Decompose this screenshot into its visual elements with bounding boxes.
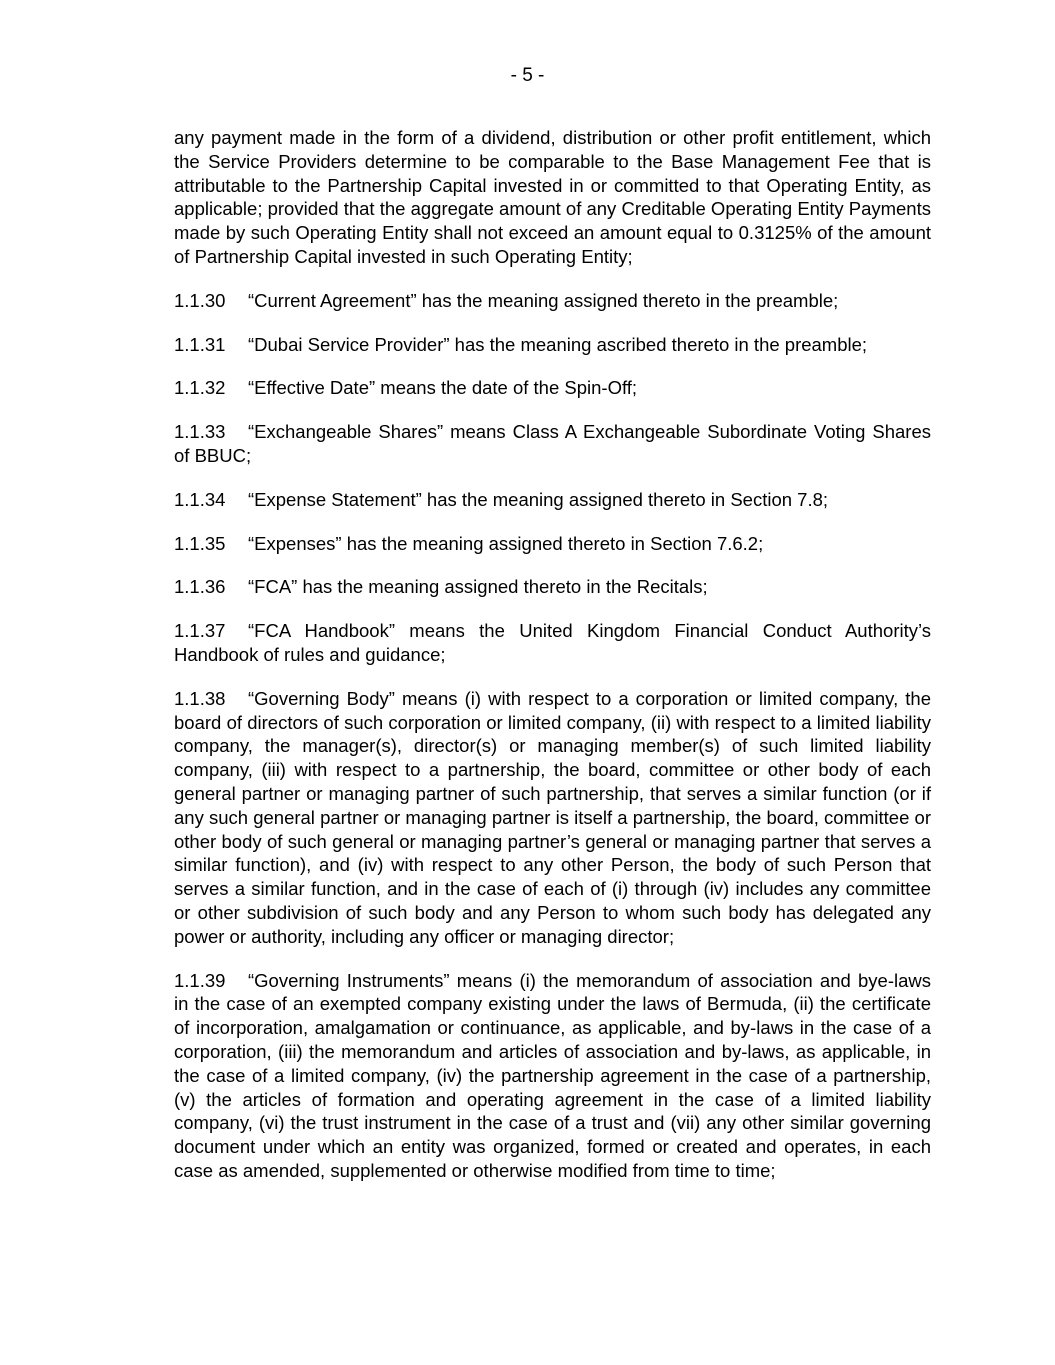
definition-text: “FCA” has the meaning assigned thereto in the Recitals; [248, 576, 708, 598]
definition-number: 1.1.36 [174, 576, 226, 598]
definition-text: “Exchangeable Shares” means Class A Exchangeable Subordinate Voting Shares of BBUC; [174, 421, 931, 466]
definition-number: 1.1.33 [174, 421, 226, 443]
definition-text: “Governing Body” means (i) with respect to a corporation or limited company, the board of directors of such corporation or limited company, (ii) with respect to a limited liability company, the manager(s), director(s) or managing member(s) of such limited liability company, (iii) with respect to a partnership, the board, committee or other body of each general partner or managing partner of such partnership, that serves a similar function (or if any such general partner or managing partner is itself a partnership, the board, committee or other body of such general or managing partner’s general or managing partner that serves a similar function), and (iv) with respect to any other Person, the body of such Person that serves a similar function, and in the case of each of (i) through (iv) includes any committee or other subdivision of such body and any Person to whom such body has delegated any power or authority, including any officer or managing director; [174, 687, 931, 947]
definition-1-1-33 [174, 420, 931, 468]
definition-1-1-30 [174, 289, 931, 313]
definition-text: “Expense Statement” has the meaning assigned thereto in Section 7.8; [248, 488, 829, 510]
definition-text: “Expenses” has the meaning assigned thereto in Section 7.6.2; [248, 532, 764, 554]
definition-number: 1.1.35 [174, 532, 226, 554]
definition-1-1-34 [174, 488, 931, 512]
definition-text: “Effective Date” means the date of the Spin-Off; [248, 377, 638, 399]
definition-1-1-37 [174, 619, 931, 667]
intro-paragraph: any payment made in the form of a dividend, distribution or other profit entitlement, which the Service Providers determine to be comparable to the Base Management Fee that is attributable to the Partnership Capital invested in or committed to that Operating Entity, as applicable; provided that the aggregate amount of any Creditable Operating Entity Payments made by such Operating Entity shall not exceed an amount equal to 0.3125% of the amount of Partnership Capital invested in such Operating Entity; [174, 127, 931, 267]
definition-1-1-35 [174, 532, 931, 556]
definition-1-1-31 [174, 333, 931, 357]
definition-number: 1.1.32 [174, 377, 226, 399]
definition-1-1-39 [174, 969, 931, 1183]
definition-1-1-36 [174, 575, 931, 599]
definition-number: 1.1.39 [174, 969, 226, 991]
definition-number: 1.1.37 [174, 620, 226, 642]
definition-text: “FCA Handbook” means the United Kingdom Financial Conduct Authority’s Handbook of rules and guidance; [174, 620, 931, 665]
definition-text: “Governing Instruments” means (i) the memorandum of association and bye-laws in the case of an exempted company existing under the laws of Bermuda, (ii) the certificate of incorporation, amalgamation or continuance, as applicable, and by-laws in the case of a corporation, (iii) the memorandum and articles of association and by-laws, as applicable, in the case of a limited company, (iv) the partnership agreement in the case of a partnership, (v) the articles of formation and operating agreement in the case of a limited liability company, (vi) the trust instrument in the case of a trust and (vii) any other similar governing document under which an entity was organized, formed or created and operates, in each case as amended, supplemented or otherwise modified from time to time; [174, 969, 931, 1181]
definition-number: 1.1.30 [174, 289, 226, 311]
page-number: - 5 - [510, 65, 545, 86]
document-body [174, 126, 931, 1203]
definition-1-1-38 [174, 687, 931, 949]
definition-text: “Dubai Service Provider” has the meaning ascribed thereto in the preamble; [248, 333, 868, 355]
definition-text: “Current Agreement” has the meaning assigned thereto in the preamble; [248, 289, 839, 311]
definition-number: 1.1.38 [174, 687, 226, 709]
definition-number: 1.1.34 [174, 488, 226, 510]
definition-1-1-32 [174, 376, 931, 400]
definition-number: 1.1.31 [174, 333, 226, 355]
